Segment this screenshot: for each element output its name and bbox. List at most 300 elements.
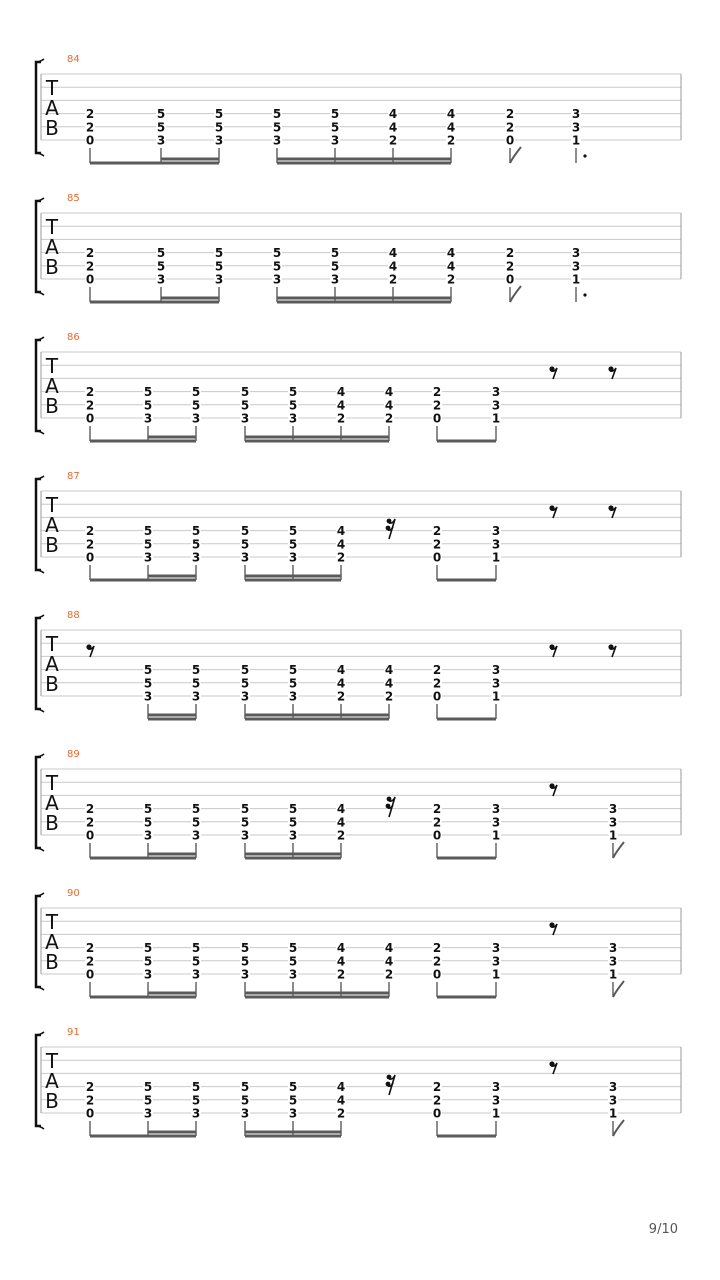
fret-number: 3 (571, 107, 581, 122)
beam (148, 1131, 196, 1134)
bracket-hook-bottom (36, 570, 44, 573)
beam (245, 440, 389, 443)
fret-number: 5 (143, 802, 153, 817)
fret-number: 5 (240, 802, 250, 817)
note-chord (336, 663, 346, 719)
fret-number: 5 (288, 802, 298, 817)
note-chord (432, 802, 442, 858)
beam (245, 579, 341, 582)
fret-number: 4 (336, 537, 346, 552)
bracket-hook-top (36, 59, 44, 62)
fret-number: 4 (384, 398, 394, 413)
fret-number: 0 (85, 967, 95, 982)
note-chord (240, 663, 250, 719)
note-chord (491, 385, 501, 441)
fret-number: 5 (288, 1093, 298, 1108)
measure-number: 89 (67, 749, 80, 760)
tab-system-88 (36, 610, 681, 721)
fret-number: 2 (505, 246, 515, 261)
tab-clef-a: A (45, 374, 59, 398)
system-bracket (36, 201, 41, 292)
fret-number: 2 (384, 967, 394, 982)
fret-number: 3 (143, 689, 153, 704)
fret-number: 0 (432, 550, 442, 565)
fret-number: 4 (336, 676, 346, 691)
fret-number: 4 (336, 1093, 346, 1108)
bracket-hook-top (36, 615, 44, 618)
note-chord (336, 524, 346, 580)
note-chord (288, 1080, 298, 1136)
beam (245, 857, 341, 860)
note-chord (288, 524, 298, 580)
note-chord (330, 107, 340, 163)
note-chord (191, 524, 201, 580)
fret-number: 4 (388, 107, 398, 122)
fret-number: 5 (191, 676, 201, 691)
sixteenth-rest (386, 519, 395, 539)
eighth-rest (549, 922, 557, 935)
fret-number: 4 (336, 663, 346, 678)
tab-clef-a: A (45, 791, 59, 815)
note-chord (446, 107, 456, 163)
tab-clef-a: A (45, 96, 59, 120)
tab-clef-t: T (45, 76, 59, 100)
fret-number: 2 (336, 689, 346, 704)
tab-clef-t: T (45, 910, 59, 934)
fret-number: 2 (336, 550, 346, 565)
note-chord (214, 107, 224, 163)
fret-number: 3 (491, 385, 501, 400)
fret-number: 4 (384, 676, 394, 691)
fret-number: 1 (608, 967, 618, 982)
beam (161, 297, 219, 300)
note-chord (85, 941, 95, 997)
fret-number: 5 (288, 941, 298, 956)
fret-number: 3 (571, 259, 581, 274)
fret-number: 3 (214, 272, 224, 287)
tab-clef-a: A (45, 652, 59, 676)
note-chord (85, 1080, 95, 1136)
fret-number: 0 (85, 411, 95, 426)
beam (148, 1135, 196, 1138)
fret-number: 0 (85, 272, 95, 287)
fret-number: 0 (432, 967, 442, 982)
fret-number: 4 (446, 107, 456, 122)
beam (148, 714, 196, 717)
note-chord (608, 941, 618, 997)
fret-number: 5 (156, 246, 166, 261)
beam (148, 436, 196, 439)
bracket-hook-bottom (36, 431, 44, 434)
beam (277, 158, 451, 161)
note-chord (272, 107, 282, 163)
note-chord (388, 246, 398, 302)
fret-number: 3 (608, 954, 618, 969)
fret-number: 2 (384, 411, 394, 426)
note-chord (240, 802, 250, 858)
note-chord (143, 802, 153, 858)
note-chord (85, 524, 95, 580)
fret-number: 3 (143, 828, 153, 843)
beam (437, 857, 496, 860)
fret-number: 5 (288, 524, 298, 539)
fret-number: 3 (156, 272, 166, 287)
tab-clef-t: T (45, 215, 59, 239)
eighth-rest (86, 644, 94, 657)
beam (148, 996, 196, 999)
fret-number: 2 (432, 385, 442, 400)
note-chord (240, 941, 250, 997)
tab-system-90 (36, 888, 681, 999)
fret-number: 3 (491, 398, 501, 413)
fret-number: 3 (191, 689, 201, 704)
fret-number: 5 (191, 398, 201, 413)
fret-number: 5 (143, 954, 153, 969)
fret-number: 3 (491, 524, 501, 539)
fret-number: 5 (288, 537, 298, 552)
tab-system-89 (36, 749, 681, 860)
fret-number: 5 (214, 107, 224, 122)
fret-number: 5 (214, 246, 224, 261)
fret-number: 2 (432, 663, 442, 678)
tab-clef-b: B (45, 255, 59, 279)
fret-number: 0 (505, 133, 515, 148)
system-bracket (36, 340, 41, 431)
beam (245, 1131, 341, 1134)
fret-number: 5 (240, 385, 250, 400)
tab-clef-b: B (45, 533, 59, 557)
fret-number: 3 (191, 828, 201, 843)
eighth-rest (549, 783, 557, 796)
fret-number: 2 (388, 133, 398, 148)
fret-number: 2 (85, 1080, 95, 1095)
bracket-hook-bottom (36, 292, 44, 295)
note-chord (432, 385, 442, 441)
fret-number: 4 (336, 385, 346, 400)
fret-number: 1 (571, 272, 581, 287)
note-chord (143, 941, 153, 997)
fret-number: 3 (143, 550, 153, 565)
fret-number: 3 (491, 802, 501, 817)
bracket-hook-bottom (36, 1126, 44, 1129)
eighth-rest (608, 366, 616, 379)
eighth-rest (608, 644, 616, 657)
note-chord (191, 941, 201, 997)
fret-number: 0 (505, 272, 515, 287)
fret-number: 2 (505, 107, 515, 122)
note-chord (143, 1080, 153, 1136)
fret-number: 5 (240, 1080, 250, 1095)
note-chord (336, 385, 346, 441)
note-chord (432, 663, 442, 719)
tab-system-85 (36, 193, 681, 304)
note-chord (272, 246, 282, 302)
note-chord (191, 663, 201, 719)
fret-number: 2 (446, 133, 456, 148)
fret-number: 1 (608, 1106, 618, 1121)
fret-number: 5 (191, 537, 201, 552)
note-chord (240, 1080, 250, 1136)
fret-number: 1 (491, 411, 501, 426)
note-chord (491, 524, 501, 580)
tab-system-84 (36, 54, 681, 165)
fret-number: 2 (85, 398, 95, 413)
fret-number: 1 (571, 133, 581, 148)
note-chord (143, 385, 153, 441)
fret-number: 0 (85, 550, 95, 565)
fret-number: 5 (272, 259, 282, 274)
fret-number: 5 (143, 941, 153, 956)
fret-number: 3 (288, 411, 298, 426)
fret-number: 3 (288, 967, 298, 982)
fret-number: 5 (240, 663, 250, 678)
fret-number: 2 (432, 815, 442, 830)
fret-number: 3 (608, 1093, 618, 1108)
fret-number: 5 (288, 954, 298, 969)
note-chord (191, 385, 201, 441)
fret-number: 5 (288, 815, 298, 830)
fret-number: 5 (330, 246, 340, 261)
fret-number: 2 (85, 537, 95, 552)
fret-number: 3 (214, 133, 224, 148)
tab-clef-b: B (45, 1089, 59, 1113)
fret-number: 5 (143, 676, 153, 691)
fret-number: 3 (240, 967, 250, 982)
measure-number: 87 (67, 471, 80, 482)
fret-number: 3 (191, 411, 201, 426)
beam (245, 853, 341, 856)
fret-number: 2 (85, 802, 95, 817)
beam (245, 718, 389, 721)
fret-number: 0 (85, 133, 95, 148)
fret-number: 5 (143, 815, 153, 830)
fret-number: 0 (432, 1106, 442, 1121)
fret-number: 4 (446, 246, 456, 261)
fret-number: 1 (491, 689, 501, 704)
fret-number: 5 (191, 954, 201, 969)
fret-number: 2 (388, 272, 398, 287)
note-chord (288, 941, 298, 997)
bracket-hook-top (36, 337, 44, 340)
beam (245, 992, 389, 995)
beam (245, 714, 389, 717)
beam (437, 718, 496, 721)
fret-number: 1 (491, 828, 501, 843)
fret-number: 5 (330, 120, 340, 135)
fret-number: 4 (336, 524, 346, 539)
measure-number: 88 (67, 610, 80, 621)
beam (437, 1135, 496, 1138)
fret-number: 2 (432, 802, 442, 817)
fret-number: 5 (240, 815, 250, 830)
fret-number: 3 (240, 411, 250, 426)
fret-number: 3 (571, 246, 581, 261)
fret-number: 3 (240, 689, 250, 704)
fret-number: 5 (143, 398, 153, 413)
note-chord (336, 941, 346, 997)
note-chord (384, 663, 394, 719)
bracket-hook-top (36, 754, 44, 757)
fret-number: 2 (336, 1106, 346, 1121)
note-chord (384, 941, 394, 997)
sixteenth-rest (386, 1075, 395, 1095)
fret-number: 3 (491, 954, 501, 969)
note-chord (191, 1080, 201, 1136)
note-chord (336, 802, 346, 858)
note-chord (85, 107, 95, 163)
note-chord (384, 385, 394, 441)
fret-number: 3 (240, 828, 250, 843)
beam (437, 996, 496, 999)
beam (148, 718, 196, 721)
fret-number: 4 (388, 120, 398, 135)
fret-number: 5 (143, 663, 153, 678)
note-chord (446, 246, 456, 302)
note-chord (156, 107, 166, 163)
tab-clef-a: A (45, 513, 59, 537)
fret-number: 3 (491, 676, 501, 691)
fret-number: 0 (432, 689, 442, 704)
beam (148, 857, 196, 860)
fret-number: 2 (85, 524, 95, 539)
fret-number: 2 (336, 967, 346, 982)
beam (277, 162, 451, 165)
fret-number: 4 (336, 815, 346, 830)
fret-number: 3 (491, 1080, 501, 1095)
tab-system-86 (36, 332, 681, 443)
fret-number: 3 (156, 133, 166, 148)
note-chord (571, 246, 581, 302)
note-chord (214, 246, 224, 302)
fret-number: 1 (491, 1106, 501, 1121)
fret-number: 5 (240, 398, 250, 413)
fret-number: 0 (432, 828, 442, 843)
note-chord (191, 802, 201, 858)
fret-number: 5 (191, 663, 201, 678)
note-chord (505, 107, 515, 163)
note-chord (608, 1080, 618, 1136)
fret-number: 3 (571, 120, 581, 135)
augmentation-dot (583, 293, 586, 296)
note-chord (432, 524, 442, 580)
tab-clef-t: T (45, 493, 59, 517)
fret-number: 3 (330, 272, 340, 287)
note-flag (613, 981, 624, 997)
fret-number: 2 (432, 398, 442, 413)
fret-number: 2 (336, 411, 346, 426)
note-chord (288, 802, 298, 858)
fret-number: 3 (191, 1106, 201, 1121)
fret-number: 2 (85, 246, 95, 261)
note-chord (491, 1080, 501, 1136)
fret-number: 4 (336, 1080, 346, 1095)
tab-clef-b: B (45, 672, 59, 696)
tab-system-87 (36, 471, 681, 582)
fret-number: 5 (240, 524, 250, 539)
system-bracket (36, 757, 41, 848)
note-chord (85, 802, 95, 858)
fret-number: 5 (240, 676, 250, 691)
tab-clef-a: A (45, 930, 59, 954)
fret-number: 2 (85, 120, 95, 135)
fret-number: 3 (143, 1106, 153, 1121)
fret-number: 3 (491, 815, 501, 830)
fret-number: 2 (384, 689, 394, 704)
beam (148, 575, 196, 578)
note-chord (240, 524, 250, 580)
fret-number: 5 (191, 1093, 201, 1108)
fret-number: 5 (288, 663, 298, 678)
fret-number: 3 (608, 941, 618, 956)
fret-number: 5 (288, 398, 298, 413)
beam (148, 992, 196, 995)
measure-number: 91 (67, 1027, 80, 1038)
fret-number: 4 (388, 259, 398, 274)
fret-number: 3 (191, 967, 201, 982)
fret-number: 5 (272, 246, 282, 261)
fret-number: 2 (85, 259, 95, 274)
note-chord (330, 246, 340, 302)
tab-clef-b: B (45, 950, 59, 974)
fret-number: 1 (491, 967, 501, 982)
fret-number: 3 (191, 550, 201, 565)
fret-number: 5 (288, 676, 298, 691)
fret-number: 5 (191, 802, 201, 817)
beam (148, 579, 196, 582)
tab-clef-t: T (45, 354, 59, 378)
fret-number: 4 (384, 385, 394, 400)
system-bracket (36, 896, 41, 987)
fret-number: 5 (272, 120, 282, 135)
note-chord (85, 385, 95, 441)
fret-number: 3 (491, 1093, 501, 1108)
note-chord (571, 107, 581, 163)
fret-number: 3 (491, 941, 501, 956)
fret-number: 0 (85, 1106, 95, 1121)
tab-clef-t: T (45, 771, 59, 795)
beam (245, 996, 389, 999)
fret-number: 2 (432, 954, 442, 969)
tab-clef-b: B (45, 811, 59, 835)
note-flag (613, 1120, 624, 1136)
note-chord (85, 246, 95, 302)
fret-number: 3 (608, 802, 618, 817)
note-chord (143, 524, 153, 580)
bracket-hook-bottom (36, 709, 44, 712)
fret-number: 0 (432, 411, 442, 426)
note-chord (288, 663, 298, 719)
eighth-rest (549, 505, 557, 518)
note-chord (491, 663, 501, 719)
fret-number: 4 (336, 802, 346, 817)
fret-number: 2 (85, 1093, 95, 1108)
fret-number: 5 (240, 1093, 250, 1108)
tab-clef-t: T (45, 1049, 59, 1073)
beam (277, 301, 451, 304)
tab-clef-t: T (45, 632, 59, 656)
beam (245, 575, 341, 578)
fret-number: 2 (85, 954, 95, 969)
beam (161, 301, 219, 304)
note-chord (491, 941, 501, 997)
tab-clef-b: B (45, 394, 59, 418)
fret-number: 2 (85, 941, 95, 956)
fret-number: 5 (156, 259, 166, 274)
tab-clef-a: A (45, 235, 59, 259)
eighth-rest (549, 644, 557, 657)
fret-number: 4 (388, 246, 398, 261)
page-number: 9/10 (648, 1222, 678, 1237)
